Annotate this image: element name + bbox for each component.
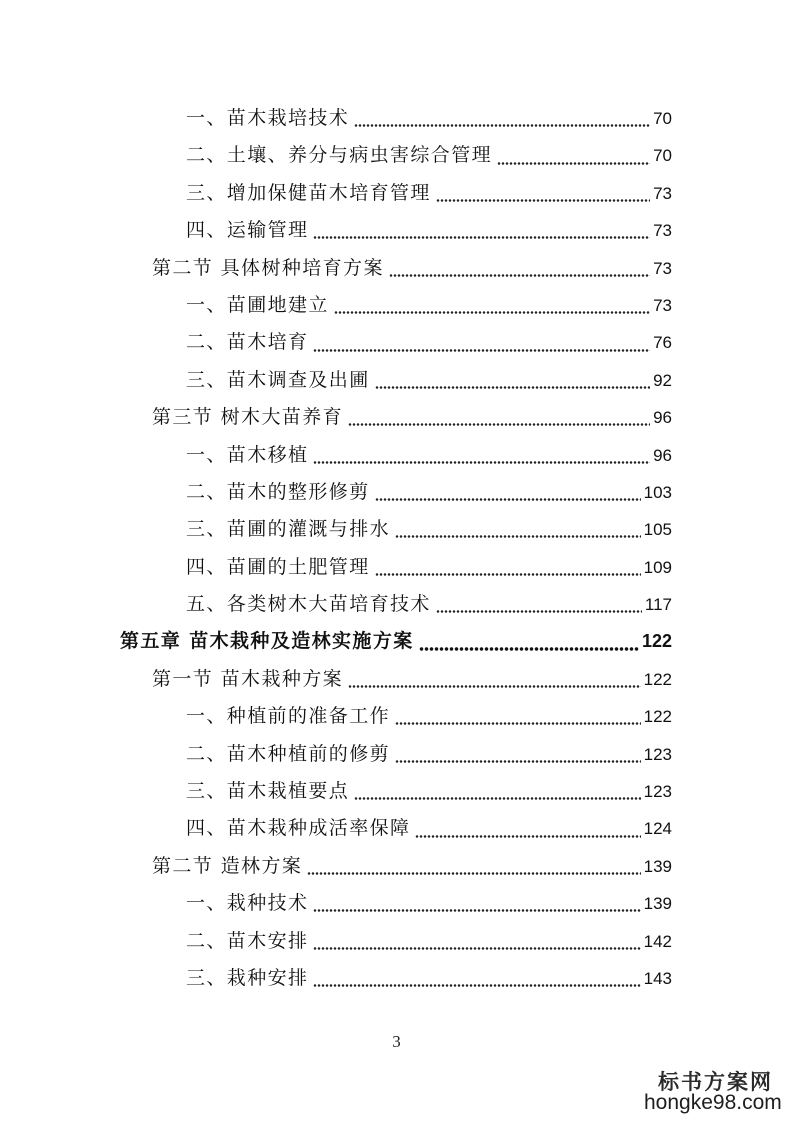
dot-leader [354, 797, 640, 800]
toc-entry-page: 109 [643, 557, 672, 577]
dot-leader [348, 423, 650, 426]
dot-leader [419, 647, 639, 651]
toc-item-entry [0, 212, 672, 249]
toc-item-entry [0, 175, 672, 212]
toc-item-entry [0, 885, 672, 922]
toc-entry-label: 一、苗圃地建立 [186, 293, 329, 316]
page-number: 3 [392, 1032, 401, 1051]
toc-item-entry [0, 100, 672, 137]
toc-entry-label: 三、苗木栽植要点 [186, 780, 350, 803]
toc-section-entry [0, 250, 672, 287]
toc-item-entry [0, 736, 672, 773]
toc-entry-page: 73 [653, 221, 672, 241]
table-of-contents [0, 100, 672, 997]
toc-section-entry [0, 661, 672, 698]
toc-entry-page: 143 [643, 968, 672, 988]
toc-item-entry [0, 324, 672, 361]
toc-entry-label: 一、种植前的准备工作 [186, 705, 391, 728]
toc-entry-label: 第五章 苗木栽种及造林实施方案 [120, 630, 414, 653]
toc-entry-label: 二、土壤、养分与病虫害综合管理 [186, 144, 493, 167]
toc-entry-label: 一、苗木移植 [186, 443, 309, 466]
toc-item-entry [0, 773, 672, 810]
toc-entry-label: 三、增加保健苗木培育管理 [186, 181, 431, 204]
toc-entry-page: 122 [643, 707, 672, 727]
toc-entry-label: 四、运输管理 [186, 219, 309, 242]
toc-entry-label: 一、苗木栽培技术 [186, 107, 350, 129]
toc-entry-page: 70 [653, 146, 672, 166]
toc-section-entry [0, 848, 672, 885]
dot-leader [348, 685, 641, 688]
toc-entry-page: 73 [653, 295, 672, 315]
toc-entry-page: 122 [643, 669, 672, 689]
toc-item-entry [0, 586, 672, 623]
toc-entry-label: 一、栽种技术 [186, 892, 309, 915]
toc-entry-label: 三、苗圃的灌溉与排水 [186, 518, 391, 541]
toc-entry-label: 四、苗木栽种成活率保障 [186, 817, 411, 840]
toc-item-entry [0, 474, 672, 511]
dot-leader [334, 311, 650, 314]
dot-leader [375, 573, 641, 576]
toc-entry-page: 103 [643, 482, 672, 502]
toc-entry-page: 92 [653, 370, 672, 390]
toc-entry-label: 第二节 造林方案 [152, 854, 303, 877]
toc-item-entry [0, 287, 672, 324]
watermark-title: 标书方案网 [658, 1069, 773, 1094]
toc-entry-label: 二、苗木种植前的修剪 [186, 742, 391, 765]
dot-leader [313, 236, 650, 239]
toc-item-entry [0, 923, 672, 960]
toc-entry-label: 二、苗木培育 [186, 331, 309, 354]
dot-leader [497, 162, 650, 165]
toc-entry-page: 123 [643, 744, 672, 764]
toc-item-entry [0, 137, 672, 174]
toc-entry-page: 142 [643, 931, 672, 951]
toc-item-entry [0, 960, 672, 997]
toc-item-entry [0, 810, 672, 847]
toc-entry-page: 139 [643, 894, 672, 914]
toc-entry-page: 105 [643, 520, 672, 540]
toc-entry-label: 三、苗木调查及出圃 [186, 368, 370, 391]
toc-item-entry [0, 362, 672, 399]
dot-leader [389, 274, 650, 277]
dot-leader [395, 760, 641, 763]
toc-entry-label: 第三节 树木大苗养育 [152, 406, 344, 429]
toc-chapter-entry [0, 623, 672, 660]
toc-entry-page: 73 [653, 258, 672, 278]
toc-entry-page: 96 [653, 408, 672, 428]
dot-leader [395, 722, 641, 725]
dot-leader [313, 947, 640, 950]
toc-entry-page: 122 [641, 631, 672, 652]
dot-leader [375, 498, 641, 501]
toc-entry-page: 123 [643, 782, 672, 802]
toc-entry-label: 五、各类树木大苗培育技术 [186, 593, 431, 616]
dot-leader [375, 386, 650, 389]
toc-entry-label: 第二节 具体树种培育方案 [152, 256, 384, 279]
toc-entry-page: 124 [643, 819, 672, 839]
dot-leader [307, 872, 640, 875]
toc-entry-page: 73 [653, 183, 672, 203]
dot-leader [313, 461, 650, 464]
dot-leader [415, 835, 640, 838]
dot-leader [313, 984, 640, 987]
dot-leader [395, 535, 641, 538]
toc-entry-page: 139 [643, 856, 672, 876]
toc-section-entry [0, 399, 672, 436]
toc-entry-page: 70 [653, 109, 672, 128]
toc-entry-label: 第一节 苗木栽种方案 [152, 667, 344, 690]
dot-leader [313, 909, 640, 912]
toc-entry-page: 76 [653, 333, 672, 353]
watermark-url: hongke98.com [644, 1091, 782, 1114]
toc-item-entry [0, 511, 672, 548]
dot-leader [436, 199, 650, 202]
toc-entry-page: 117 [644, 595, 672, 615]
toc-entry-label: 二、苗木安排 [186, 929, 309, 952]
toc-entry-page: 96 [653, 445, 672, 465]
dot-leader [313, 349, 650, 352]
toc-entry-label: 四、苗圃的土肥管理 [186, 555, 370, 578]
dot-leader [354, 124, 650, 127]
toc-item-entry [0, 437, 672, 474]
toc-item-entry [0, 698, 672, 735]
toc-entry-label: 二、苗木的整形修剪 [186, 480, 370, 503]
toc-item-entry [0, 549, 672, 586]
toc-entry-label: 三、栽种安排 [186, 966, 309, 989]
dot-leader [436, 610, 642, 613]
